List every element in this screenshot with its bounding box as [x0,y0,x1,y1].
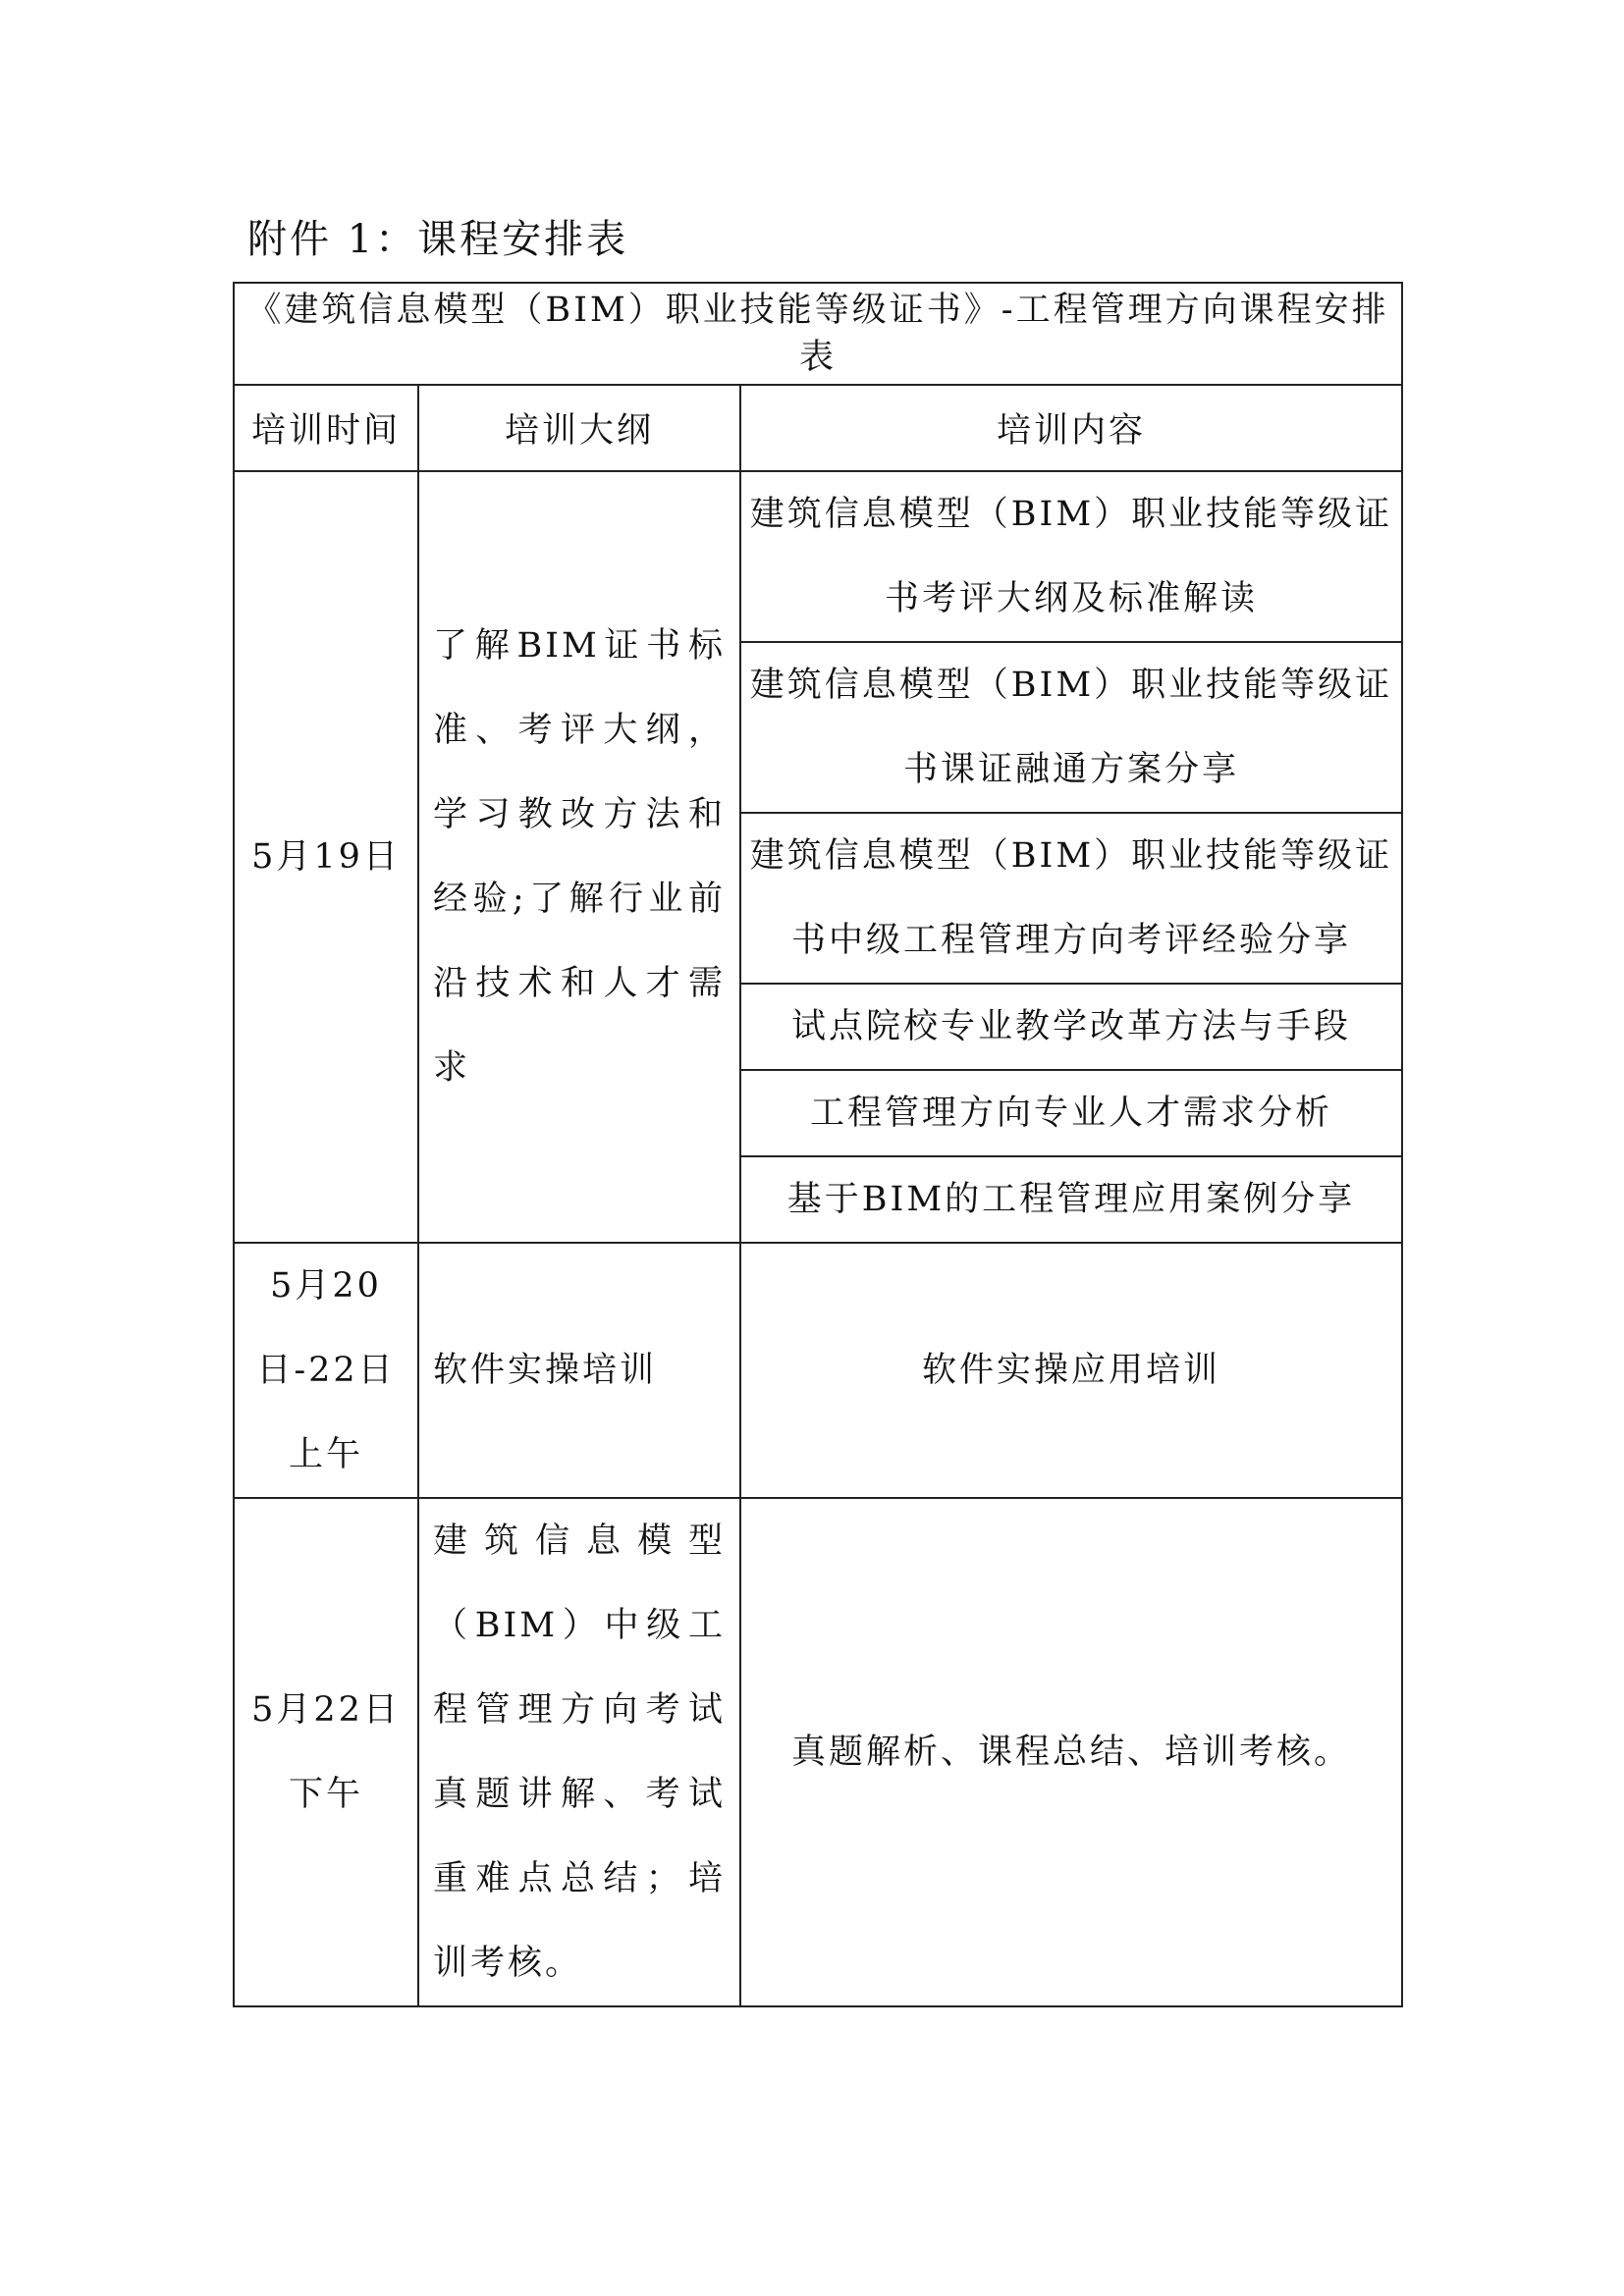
session-outline: 了解BIM证书标准、考评大纲，学习教改方法和经验;了解行业前沿技术和人才需求 [418,471,740,1243]
session-time: 5月20日-22日上午 [234,1243,418,1498]
table-caption-row [234,283,1402,385]
table-row [234,1498,1402,2006]
table-header-row [234,385,1402,471]
header-content: 培训内容 [740,385,1402,471]
session-content-item: 建筑信息模型（BIM）职业技能等级证书中级工程管理方向考评经验分享 [740,813,1402,984]
session-content: 真题解析、课程总结、培训考核。 [740,1498,1402,2006]
session-content-item: 基于BIM的工程管理应用案例分享 [740,1156,1402,1243]
session-time: 5月19日 [234,471,418,1243]
table-row [234,1243,1402,1498]
table-caption: 《建筑信息模型（BIM）职业技能等级证书》-工程管理方向课程安排表 [234,283,1402,385]
course-schedule-table [233,282,1403,2007]
session-time: 5月22日下午 [234,1498,418,2006]
header-outline: 培训大纲 [418,385,740,471]
table-row [234,471,1402,642]
session-content: 软件实操应用培训 [740,1243,1402,1498]
session-content-item: 试点院校专业教学改革方法与手段 [740,984,1402,1070]
session-outline: 建筑信息模型（BIM）中级工程管理方向考试真题讲解、考试重难点总结；培训考核。 [418,1498,740,2006]
session-outline: 软件实操培训 [418,1243,740,1498]
header-time: 培训时间 [234,385,418,471]
session-content-item: 工程管理方向专业人才需求分析 [740,1070,1402,1156]
attachment-title: 附件 1：课程安排表 [247,217,629,262]
session-content-item: 建筑信息模型（BIM）职业技能等级证书考评大纲及标准解读 [740,471,1402,642]
session-content-item: 建筑信息模型（BIM）职业技能等级证书课证融通方案分享 [740,642,1402,813]
